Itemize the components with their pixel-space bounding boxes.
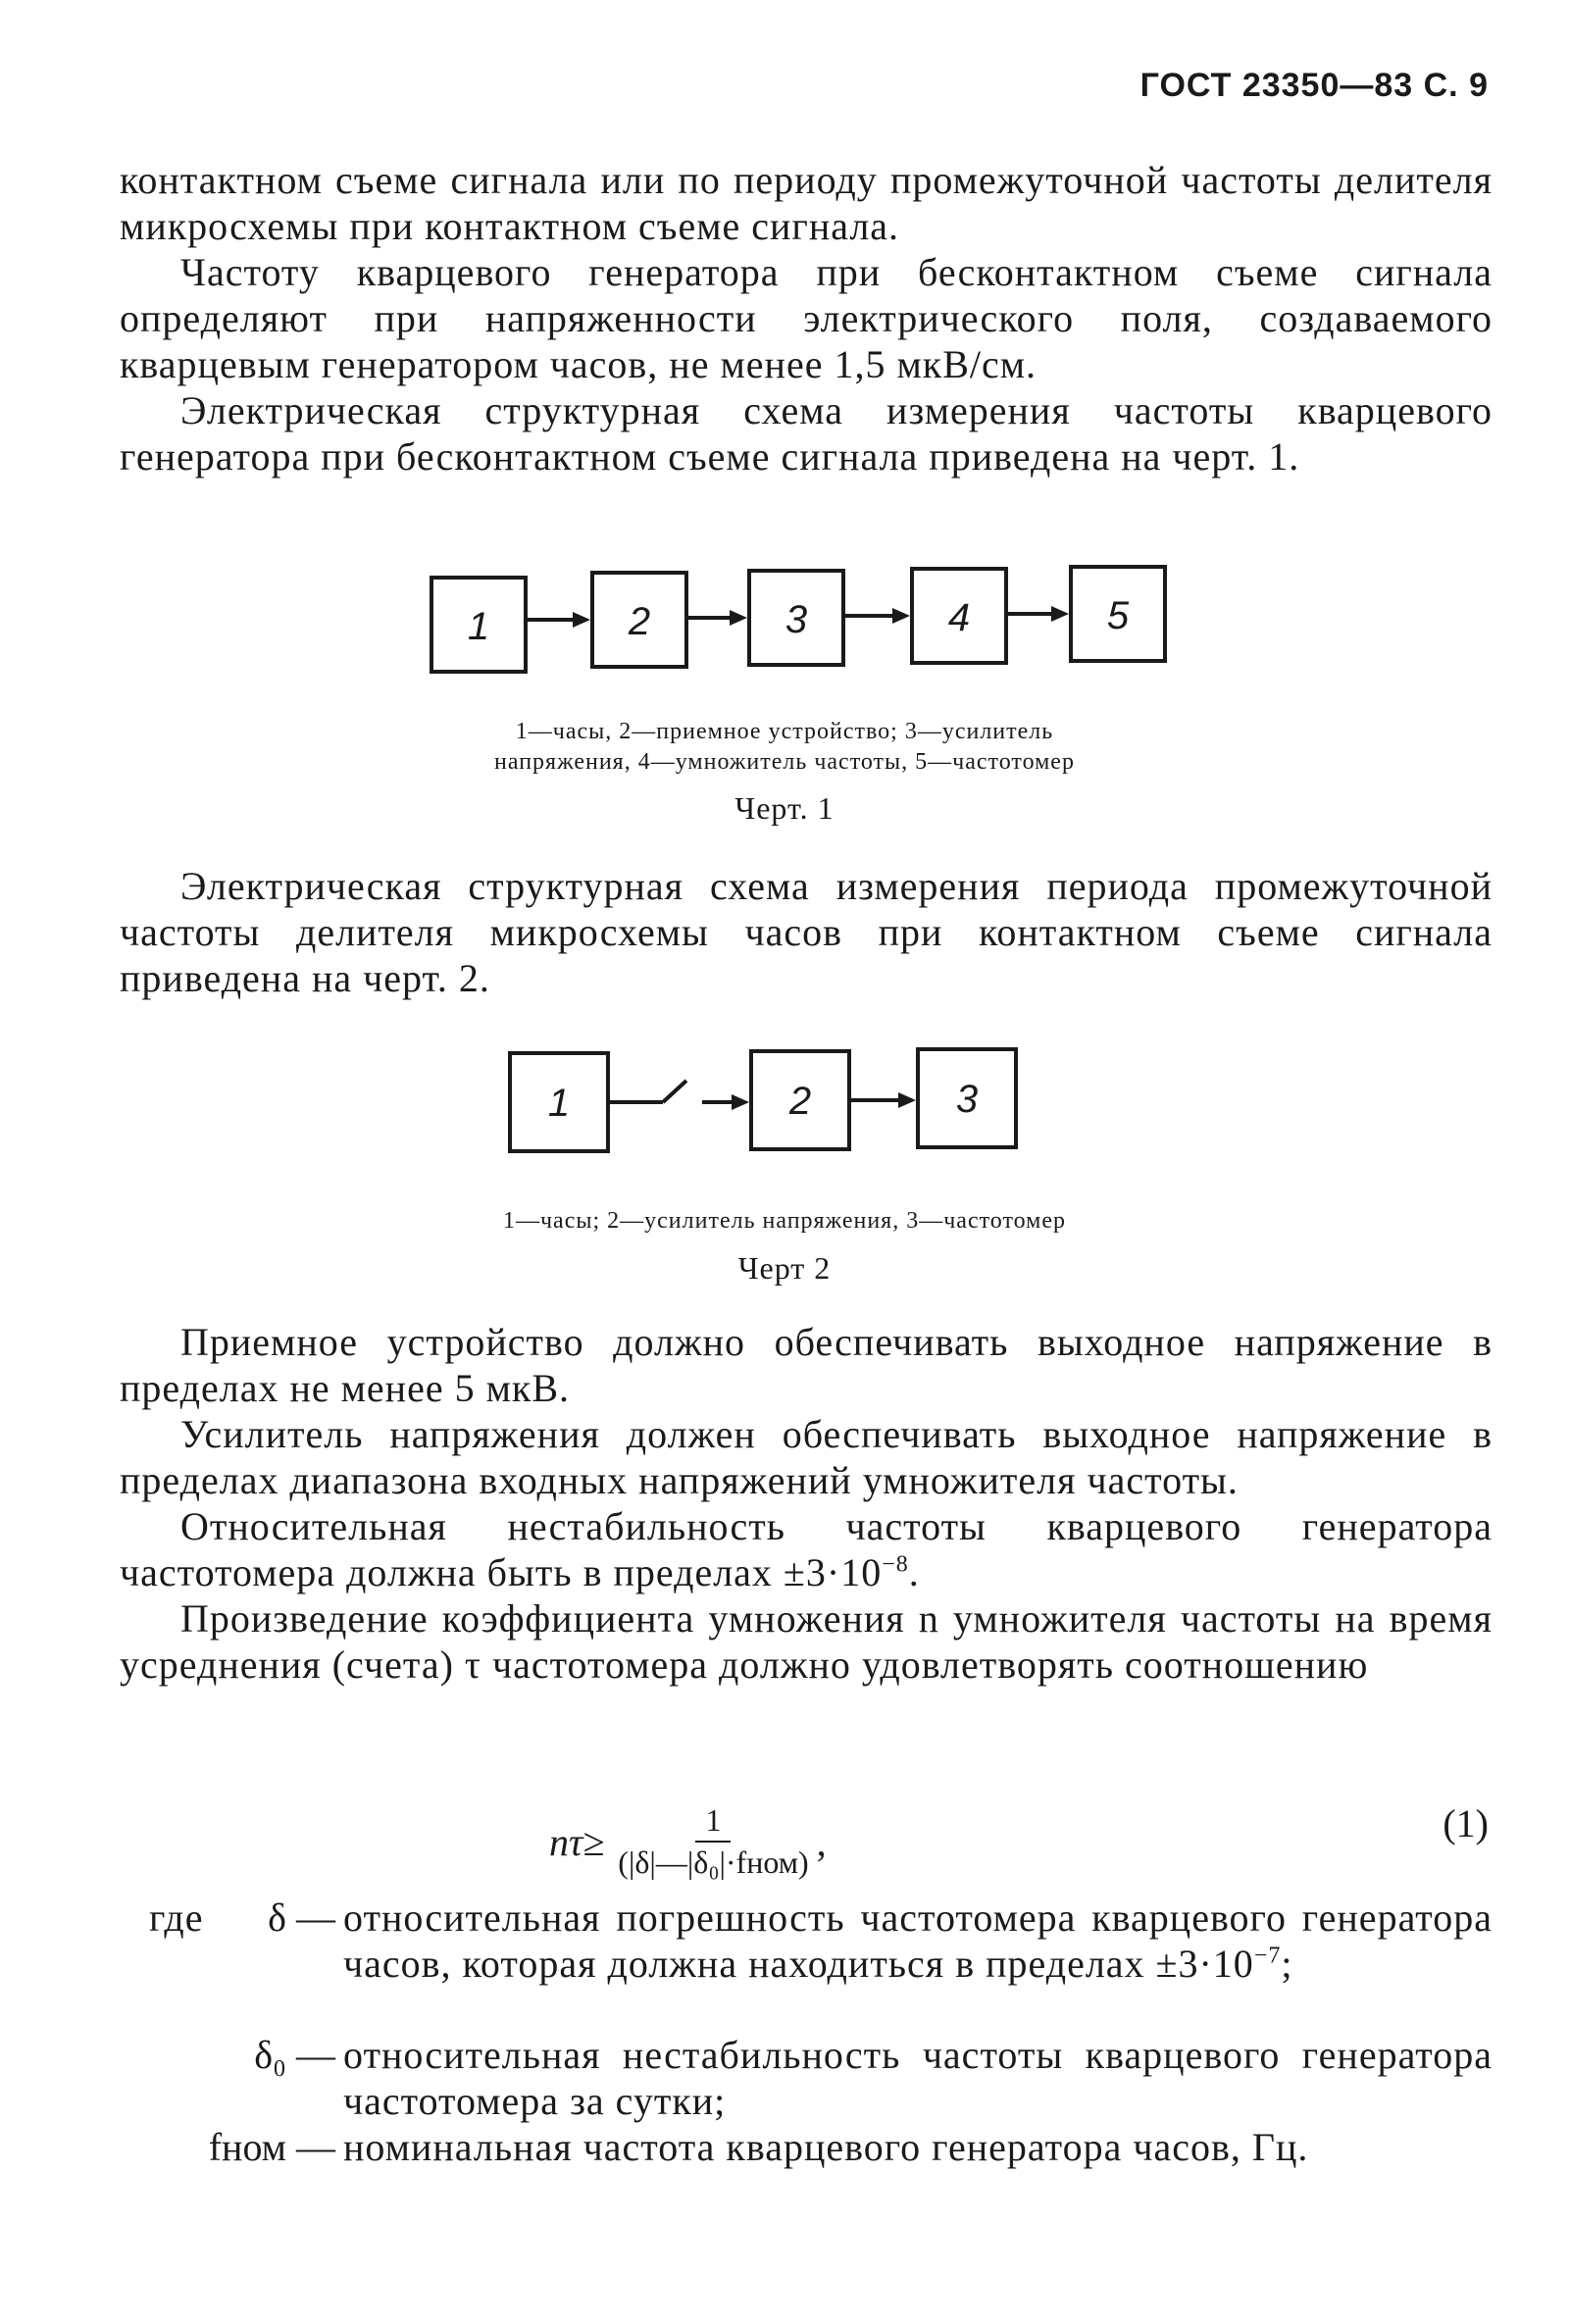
definition-delta-text-b: ; xyxy=(1281,1942,1293,1986)
fig2-box-2 xyxy=(751,1051,849,1149)
fig1-arrow-3-4 xyxy=(845,608,910,624)
fig1-arrow-2-3 xyxy=(688,610,747,626)
formula-number: (1) xyxy=(1442,1801,1489,1845)
paragraph-group-2 xyxy=(120,863,1493,1001)
figure-1-caption-line-1: 1—часы, 2—приемное устройство; 3—усилитель xyxy=(515,719,1054,744)
paragraph-scheme-1-reference: Электрическая структурная схема измерения частоты кварцевого генератора при бесконтактном съеме сигнала приведена на черт. 1. xyxy=(120,388,1493,479)
fig2-box-3-label: 3 xyxy=(955,1078,979,1121)
fig2-box-3 xyxy=(918,1049,1016,1147)
definition-delta-exponent: −7 xyxy=(1253,1943,1282,1969)
fig2-box-1-label: 1 xyxy=(547,1082,571,1125)
fig1-box-4-label: 4 xyxy=(947,596,971,639)
paragraph-group-1 xyxy=(120,157,1493,480)
fig1-box-3-label: 3 xyxy=(784,598,808,641)
figure-1-diagram xyxy=(0,561,1569,688)
figure-2-caption: 1—часы; 2—усилитель напряжения, 3—частотомер xyxy=(502,1208,1067,1234)
fig1-box-1-label: 1 xyxy=(467,605,490,648)
definitions-where: где xyxy=(149,1895,204,1940)
fig1-arrow-1-2 xyxy=(528,612,590,628)
paragraph-frequency-definition: Частоту кварцевого генератора при бесконтактном съеме сигнала определяют при напряженности электрического поля, создаваемого кварцевым генератором часов, не менее 1,5 мкВ/см. xyxy=(120,250,1493,386)
figure-1-caption-line-2: напряжения, 4—умножитель частоты, 5—частотомер xyxy=(494,749,1075,775)
definition-delta-text-a: относительная погрешность частотомера кварцевого генератора часов, которая должна находиться в пределах ±3·10 xyxy=(343,1895,1493,1986)
paragraph-continued: контактном съеме сигнала или по периоду промежуточной частоты делителя микросхемы при контактном съеме сигнала. xyxy=(120,158,1493,248)
definition-delta-symbol: δ — xyxy=(268,1895,335,1940)
definition-delta0-text: относительная нестабильность частоты кварцевого генератора частотомера за сутки; xyxy=(343,2033,1493,2123)
fig1-box-5-label: 5 xyxy=(1106,594,1130,637)
fig2-arrow-2-3 xyxy=(851,1092,916,1108)
paragraph-amplifier: Усилитель напряжения должен обеспечивать выходное напряжение в пределах диапазона входных напряжений умножителя частоты. xyxy=(120,1412,1493,1502)
figure-2-diagram xyxy=(0,1039,1569,1157)
formula-fraction xyxy=(618,1802,808,1881)
formula-denominator: (|δ|—|δ₀|·fном) xyxy=(618,1844,809,1880)
paragraph-instability-exponent: −8 xyxy=(882,1551,909,1578)
fig2-box-1 xyxy=(510,1053,608,1151)
paragraph-instability xyxy=(120,1503,1493,1595)
figure-2-title: Черт 2 xyxy=(737,1250,832,1286)
paragraph-receiver: Приемное устройство должно обеспечивать выходное напряжение в пределах не менее 5 мкВ. xyxy=(120,1320,1493,1410)
definition-fnom-text: номинальная частота кварцевого генератора часов, Гц. xyxy=(343,2125,1309,2169)
fig1-box-5 xyxy=(1071,567,1165,661)
paragraph-instability-text: Относительная нестабильность частоты кварцевого генератора частотомера должна быть в пределах ±3·10 xyxy=(120,1504,1493,1594)
paragraph-instability-end: . xyxy=(908,1550,920,1594)
formula-lhs: nτ≥ xyxy=(549,1819,605,1864)
fig1-arrow-4-5 xyxy=(1008,606,1069,622)
figure-1-title: Черт. 1 xyxy=(734,790,835,826)
fig2-box-2-label: 2 xyxy=(788,1080,812,1123)
paragraph-product: Произведение коэффициента умножения n умножителя частоты на время усреднения (счета) τ частотомера должно удовлетворять соотношению xyxy=(120,1596,1493,1687)
page-header: ГОСТ 23350—83 С. 9 xyxy=(1139,67,1489,104)
fig1-box-1 xyxy=(431,578,526,672)
fig1-box-3 xyxy=(749,571,843,665)
fig1-box-4 xyxy=(912,569,1006,663)
fig1-box-2-label: 2 xyxy=(628,600,651,643)
definition-delta0-symbol: δ₀ — xyxy=(254,2033,335,2077)
formula-1 xyxy=(549,1802,827,1881)
paragraph-group-3 xyxy=(120,1319,1493,1688)
paragraph-scheme-2-reference: Электрическая структурная схема измерения периода промежуточной частоты делителя микросхемы часов при контактном съеме сигнала приведена на черт. 2. xyxy=(120,864,1493,1000)
formula-numerator: 1 xyxy=(695,1802,731,1843)
figure-1-caption xyxy=(0,717,1569,778)
formula-trailing: , xyxy=(816,1819,827,1864)
definition-delta-text xyxy=(343,1895,1493,1987)
fig2-switch-contact xyxy=(610,1081,749,1110)
definition-fnom-symbol: fном — xyxy=(208,2125,335,2169)
fig1-box-2 xyxy=(592,573,686,667)
